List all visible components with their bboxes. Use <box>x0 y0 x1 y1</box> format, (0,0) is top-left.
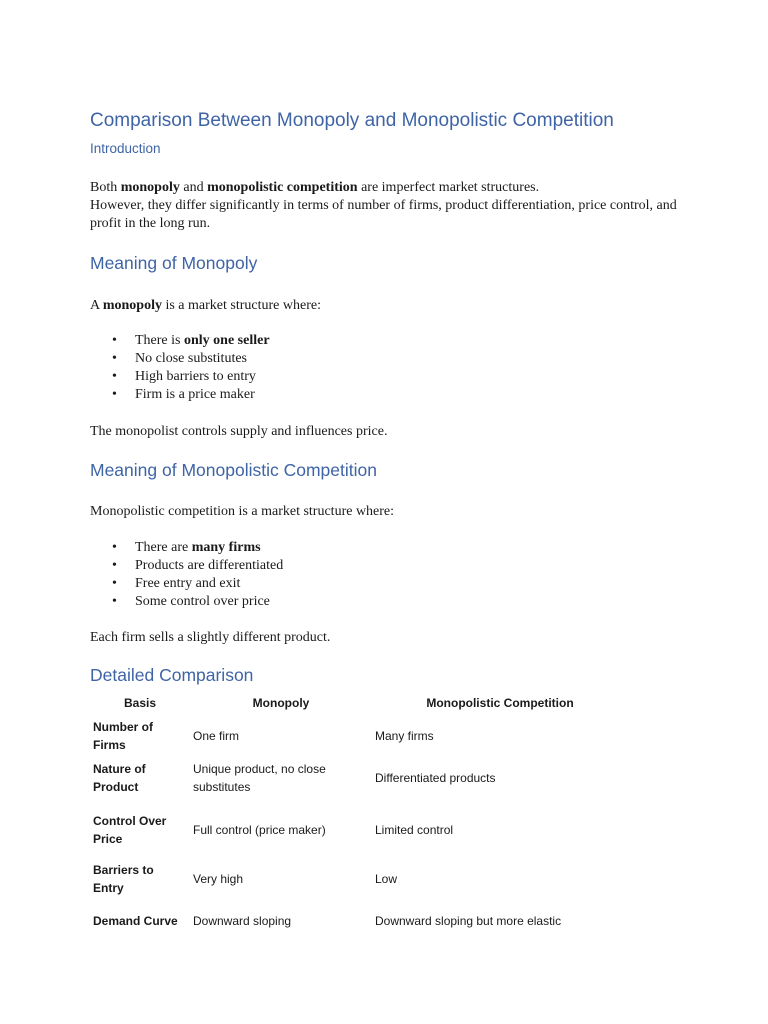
monopoly-lead <box>90 297 690 315</box>
monopoly-bullet-list <box>90 332 270 404</box>
table-cell-monopolistic: Low <box>375 872 398 886</box>
monopoly-closing: The monopolist controls supply and influences price. <box>90 424 388 439</box>
table-cell-monopolistic: Limited control <box>375 822 454 837</box>
list-item-bold: only one seller <box>183 333 270 348</box>
list-item <box>90 368 270 386</box>
table-cell-monopoly: Very high <box>193 872 244 886</box>
list-item <box>90 332 270 350</box>
table-cell-basis: Control Over Price <box>93 813 167 846</box>
table-cell-basis: Barriers to Entry <box>93 863 154 895</box>
table-row <box>90 714 628 758</box>
lead-text: A <box>90 298 103 313</box>
table-row <box>90 861 628 897</box>
table-row <box>90 758 628 798</box>
table-row <box>90 897 628 944</box>
list-item-bold: many firms <box>191 540 261 555</box>
table-cell-monopolistic: Differentiated products <box>375 771 496 785</box>
monopolistic-closing: Each firm sells a slightly different product. <box>90 630 331 645</box>
intro-bold-monopolistic-competition: monopolistic competition <box>207 180 358 195</box>
monopolistic-competition-heading: Meaning of Monopolistic Competition <box>90 460 377 480</box>
list-item-text: High barriers to entry <box>135 369 256 384</box>
intro-text-line-2: However, they differ significantly in terms of number of firms, product differentiation, price control, and profit in the long run. <box>90 198 677 231</box>
table-cell-monopoly: Downward sloping <box>193 913 292 928</box>
intro-text: and <box>179 180 208 195</box>
document-title: Comparison Between Monopoly and Monopolistic Competition <box>90 110 614 131</box>
table-cell-monopolistic: Many firms <box>375 729 434 743</box>
table-header-monopolistic: Monopolistic Competition <box>426 696 574 710</box>
introduction-heading: Introduction <box>90 141 161 156</box>
introduction-paragraph <box>90 179 690 233</box>
lead-text: is a market structure where: <box>161 298 321 313</box>
table-header-basis: Basis <box>123 696 157 710</box>
table-cell-monopoly: Unique product, no close substitutes <box>193 762 326 794</box>
list-item-text: Free entry and exit <box>135 576 241 591</box>
table-header-monopoly: Monopoly <box>252 696 310 710</box>
lead-bold: monopoly <box>102 298 162 313</box>
list-item <box>90 539 283 557</box>
list-item <box>90 557 283 575</box>
list-item <box>90 575 283 593</box>
table-cell-basis: Number of Firms <box>93 720 153 752</box>
list-item <box>90 350 270 368</box>
table-cell-monopolistic: Downward sloping but more elastic <box>375 913 562 928</box>
intro-bold-monopoly: monopoly <box>120 180 180 195</box>
list-item-text: There is <box>135 333 184 348</box>
intro-text: Both <box>90 180 121 195</box>
monopolistic-bullet-list <box>90 539 283 611</box>
comparison-table <box>90 692 628 944</box>
monopolistic-lead: Monopolistic competition is a market structure where: <box>90 504 395 519</box>
list-item-text: No close substitutes <box>135 351 247 366</box>
intro-text: are imperfect market structures. <box>357 180 540 195</box>
comparison-heading: Detailed Comparison <box>90 665 254 685</box>
table-cell-monopoly: Full control (price maker) <box>193 822 326 837</box>
table-cell-basis: Nature of Product <box>93 762 146 794</box>
table-cell-monopoly: One firm <box>193 729 240 743</box>
table-row <box>90 798 628 861</box>
list-item-text: There are <box>135 540 192 555</box>
monopoly-heading: Meaning of Monopoly <box>90 253 258 273</box>
list-item-text: Firm is a price maker <box>135 387 255 402</box>
list-item-text: Products are differentiated <box>135 558 284 573</box>
list-item-text: Some control over price <box>135 594 270 609</box>
list-item <box>90 386 270 404</box>
table-header-row <box>90 692 628 714</box>
table-cell-basis: Demand Curve <box>93 913 178 928</box>
list-item <box>90 593 283 611</box>
